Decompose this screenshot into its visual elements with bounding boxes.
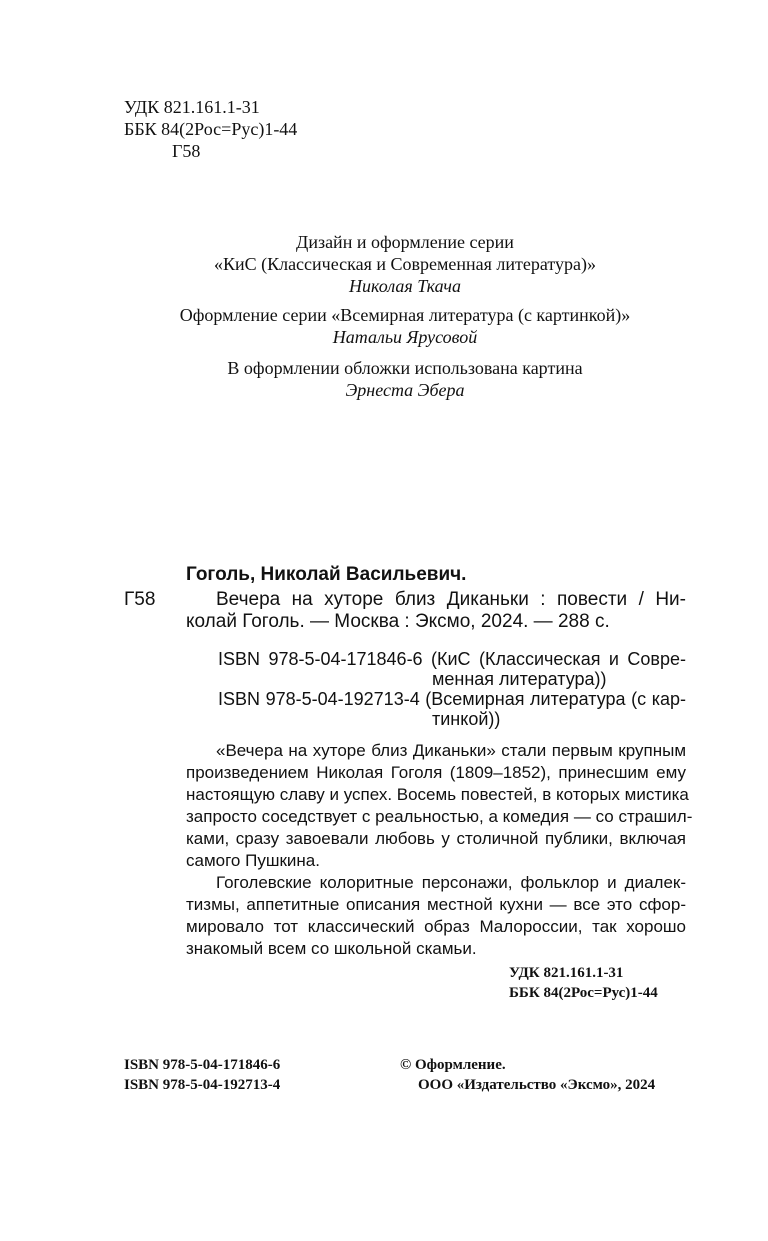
catalog-title-line2: колай Гоголь. — Москва : Эксмо, 2024. — 288 с. [186,611,610,632]
catalog-isbn2-line1: ISBN 978-5-04-192713-4 (Всемирная литература (с кар- [218,689,686,709]
annotation-p2-line: Гоголевские колоритные персонажи, фольклор и диалек- [216,873,686,892]
header-bbk: ББК 84(2Рос=Рус)1-44 [124,119,298,139]
footer-isbn1: ISBN 978-5-04-171846-6 [124,1057,281,1073]
credits-design-name: Николая Ткача [349,276,461,296]
catalog-author-heading: Гоголь, Николай Васильевич. [186,564,467,585]
annotation-p1-line: запросто соседствует с реальностью, а комедия — со страшил- [186,807,693,826]
annotation-p1-line: «Вечера на хуторе близ Диканьки» стали первым крупным [216,741,686,760]
catalog-title-line1: Вечера на хуторе близ Диканьки : повести / Ни- [216,589,686,610]
annotation-p2-line: мировало тот классический образ Малороссии, так хорошо [186,917,686,936]
annotation-p1-line: самого Пушкина. [186,851,320,870]
catalog-mark: Г58 [124,589,156,610]
credits-cover-name: Эрнеста Эбера [345,380,465,400]
footer-copyright-line2: ООО «Издательство «Эксмо», 2024 [418,1077,656,1093]
footer-isbn2: ISBN 978-5-04-192713-4 [124,1077,281,1093]
catalog-isbn1-line1: ISBN 978-5-04-171846-6 (КиС (Классическая и Совре- [218,649,686,669]
catalog-isbn2-line2: тинкой)) [432,709,501,729]
annotation-p1-line: настоящую славу и успех. Восемь повестей, в которых мистика [186,785,689,804]
annotation-p1-line: произведением Николая Гоголя (1809–1852), принесшим ему [186,763,686,782]
annotation-p2-line: знакомый всем со школьной скамьи. [186,939,477,958]
classification-udk: УДК 821.161.1-31 [509,965,624,981]
credits-design-line1: Дизайн и оформление серии [296,232,514,252]
header-author-mark: Г58 [172,141,201,161]
credits-series-name: Натальи Ярусовой [332,327,478,347]
annotation-p1-line: ками, сразу завоевали любовь у столичной публики, включая [186,829,686,848]
catalog-isbn1-line2: менная литература)) [432,669,607,689]
header-udk: УДК 821.161.1-31 [124,97,260,117]
credits-design-line2: «КиС (Классическая и Современная литература)» [213,254,597,274]
credits-cover-line: В оформлении обложки использована картина [227,358,583,378]
annotation-p2-line: тизмы, аппетитные описания местной кухни — все это сфор- [186,895,686,914]
classification-bbk: ББК 84(2Рос=Рус)1-44 [509,985,658,1001]
credits-series-line: Оформление серии «Всемирная литература (с картинкой)» [179,305,631,325]
footer-copyright-line1: © Оформление. [400,1057,506,1073]
